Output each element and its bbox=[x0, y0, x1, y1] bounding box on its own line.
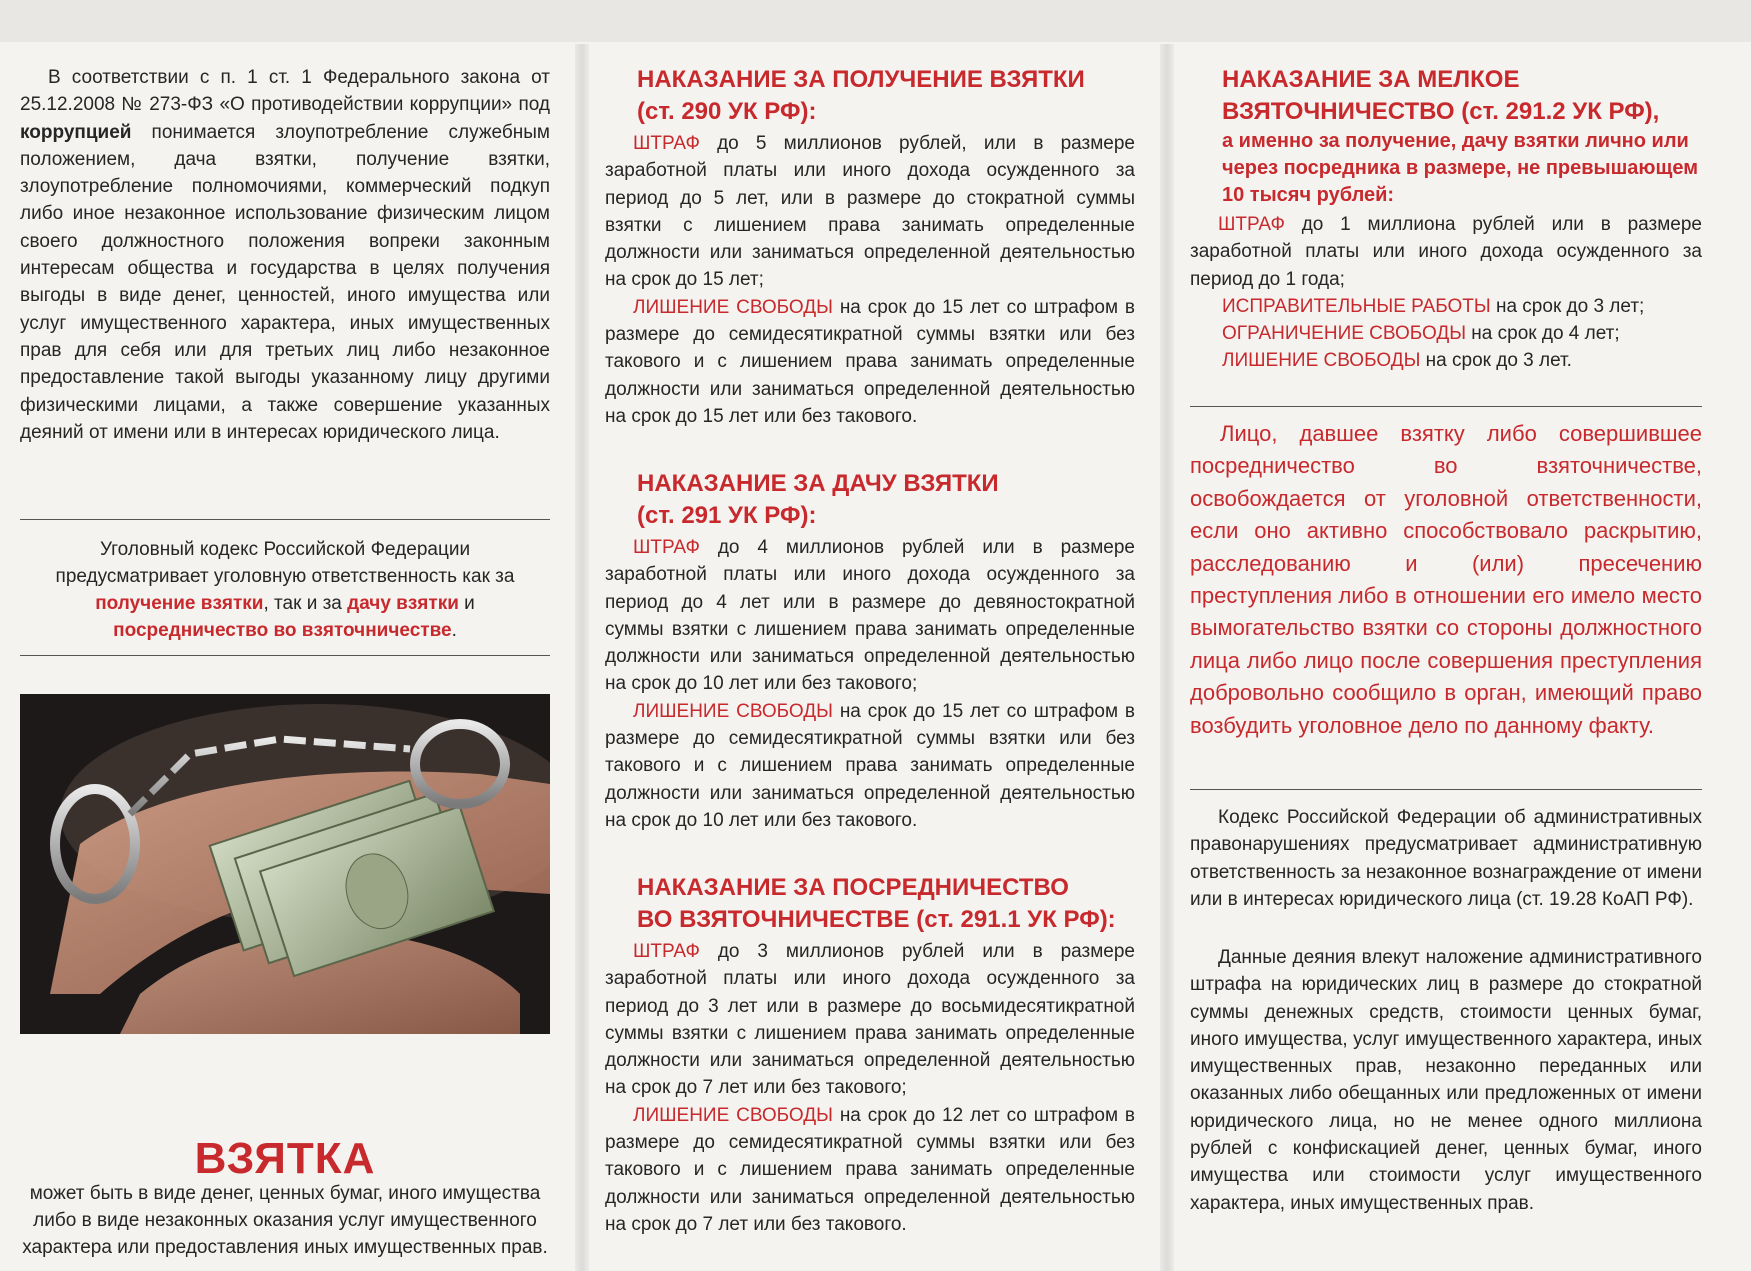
prison-penalty bbox=[605, 1102, 1135, 1238]
correctional-work-penalty bbox=[1190, 293, 1702, 320]
handcuffed-hands-money-photo bbox=[20, 694, 550, 1034]
divider bbox=[20, 655, 550, 656]
prison-text: на срок до 3 лет. bbox=[1420, 349, 1572, 371]
prison-text: на срок до 15 лет со штрафом в размере до семидесятикратной суммы взятки или без такового и с лишением права занимать определенные должности или заниматься определенной деятельностью на срок до 10 лет или без такового. bbox=[605, 700, 1136, 831]
prison-text: на срок до 12 лет со штрафом в размере до семидесятикратной суммы взятки или без такового и с лишением права занимать определенные должности или заниматься определенной деятельностью на срок до 7 лет или без такового. bbox=[605, 1104, 1136, 1235]
fine-penalty bbox=[605, 534, 1135, 698]
corruption-definition bbox=[20, 64, 550, 446]
fine-term: ШТРАФ bbox=[633, 537, 700, 558]
correctional-work-text: на срок до 3 лет; bbox=[1490, 295, 1645, 317]
section-mediation bbox=[605, 872, 1135, 1238]
receiving-bribe-term: получение взятки bbox=[95, 593, 264, 614]
bribe-description: может быть в виде денег, ценных бумаг, иного имущества либо в виде незаконных оказания услуг имущественного характера или предоставления иных имущественных прав. bbox=[22, 1183, 548, 1258]
fine-penalty bbox=[605, 130, 1135, 294]
restriction-term: ОГРАНИЧЕНИЕ СВОБОДЫ bbox=[1222, 322, 1467, 344]
heading-line-2: (ст. 291 УК РФ): bbox=[637, 502, 817, 529]
section-heading bbox=[605, 64, 1135, 128]
heading-line-2: ВО ВЗЯТОЧНИЧЕСТВЕ (ст. 291.1 УК РФ): bbox=[637, 906, 1116, 933]
fine-term: ШТРАФ bbox=[633, 941, 700, 962]
section-heading bbox=[605, 468, 1135, 532]
definition-text-1: В соответствии с п. 1 ст. 1 Федерального закона от 25.12.2008 № 273-ФЗ «О противодействии коррупции» под bbox=[20, 67, 550, 116]
section-receiving-bribe bbox=[605, 64, 1135, 430]
heading-line-2: ВЗЯТОЧНИЧЕСТВО (ст. 291.2 УК РФ), bbox=[1222, 98, 1660, 125]
section-petty-bribery bbox=[1190, 64, 1702, 374]
restriction-text: на срок до 4 лет; bbox=[1466, 322, 1620, 344]
middle-panel bbox=[605, 44, 1135, 1271]
photo-illustration bbox=[20, 694, 550, 1034]
correctional-work-term: ИСПРАВИТЕЛЬНЫЕ РАБОТЫ bbox=[1222, 295, 1491, 317]
giving-bribe-term: дачу взятки bbox=[347, 593, 459, 614]
criminal-code-note bbox=[40, 536, 530, 644]
divider bbox=[1190, 789, 1702, 790]
petty-bribery-condition: а именно за получение, дачу взятки лично или через посредника в размере, не превышающем 10 тысяч рублей: bbox=[1222, 130, 1699, 206]
fold-crease-left bbox=[575, 44, 589, 1271]
section-giving-bribe bbox=[605, 468, 1135, 834]
liability-exemption-callout: Лицо, давшее взятку либо совершившее посредничество во взяточничестве, освобождается от уголовной ответственности, если оно активно способствовало раскрытию, расследованию и (или) пресечению преступления либо в отношении его имело место вымогательство взятки со стороны должностного лица либо лицо после совершения преступления добровольно сообщило в орган, имеющий право возбудить уголовное дело по данному факту. bbox=[1190, 421, 1702, 738]
note-text-1: Уголовный кодекс Российской Федерации предусматривает уголовную ответственность как за bbox=[55, 539, 515, 587]
heading-line-2: (ст. 290 УК РФ): bbox=[637, 98, 817, 125]
heading-line-1: НАКАЗАНИЕ ЗА ПОЛУЧЕНИЕ ВЗЯТКИ bbox=[637, 66, 1085, 93]
prison-penalty bbox=[605, 294, 1135, 430]
prison-penalty bbox=[1190, 347, 1702, 374]
divider bbox=[1190, 406, 1702, 407]
fine-text: до 3 миллионов рублей или в размере заработной платы или иного дохода осужденного за период до 3 лет или в размере до восьмидесятикратной суммы взятки с лишением права занимать определенные должности или заниматься определенной деятельностью на срок до 7 лет или без такового; bbox=[605, 941, 1135, 1099]
note-text-2: , так и за bbox=[263, 593, 348, 614]
prison-penalty bbox=[605, 698, 1135, 834]
fine-term: ШТРАФ bbox=[633, 133, 700, 154]
fine-text: до 1 миллиона рублей или в размере заработной платы или иного дохода осужденного за период до 1 года; bbox=[1190, 214, 1702, 290]
administrative-fine-note: Данные деяния влекут наложение административного штрафа на юридических лиц в размере до стократной суммы денежных средств, стоимости ценных бумаг, иного имущества, услуг имущественного характера, иных имущественных прав, незаконно переданных или оказанных либо обещанных или предложенных от имени юридического лица, но не менее одного миллиона рублей с конфискацией денег, ценных бумаг, иного имущества или стоимости услуг имущественного характера, иных имущественных прав. bbox=[1190, 947, 1702, 1214]
fine-term: ШТРАФ bbox=[1218, 214, 1285, 235]
bribe-title: ВЗЯТКА bbox=[194, 1134, 376, 1183]
heading-line-1: НАКАЗАНИЕ ЗА МЕЛКОЕ bbox=[1222, 66, 1520, 93]
heading-line-1: НАКАЗАНИЕ ЗА ПОСРЕДНИЧЕСТВО bbox=[637, 874, 1069, 901]
prison-term: ЛИШЕНИЕ СВОБОДЫ bbox=[633, 296, 833, 318]
definition-text-2: понимается злоупотребление служебным положением, дача взятки, получение взятки, злоупотребление полномочиями, коммерческий подкуп либо иное незаконное использование физическим лицом своего должностного положения вопреки законным интересам общества и государства в целях получения выгоды в виде денег, ценностей, иного имущества или услуг имущественного характера, иных имущественных прав для себя или для третьих лиц либо незаконное предоставление такой выгоды указанному лицу другими физическими лицами, а также совершение указанных деяний от имени или в интересах юридического лица. bbox=[20, 121, 550, 443]
administrative-code-note: Кодекс Российской Федерации об административных правонарушениях предусматривает административную ответственность за незаконное вознаграждение от имени или в интересах юридического лица (ст. 19.28 КоАП РФ). bbox=[1190, 807, 1702, 910]
section-heading bbox=[605, 872, 1135, 936]
fine-text: до 5 миллионов рублей, или в размере заработной платы или иного дохода осужденного за период до 5 лет, или в размере до стократной суммы взятки с лишением права занимать определенные должности или заниматься определенной деятельностью на срок до 15 лет; bbox=[605, 133, 1135, 291]
prison-term: ЛИШЕНИЕ СВОБОДЫ bbox=[633, 1104, 833, 1126]
prison-term: ЛИШЕНИЕ СВОБОДЫ bbox=[633, 700, 833, 722]
fold-crease-right bbox=[1160, 44, 1174, 1271]
prison-text: на срок до 15 лет со штрафом в размере до семидесятикратной суммы взятки или без такового и с лишением права занимать определенные должности или заниматься определенной деятельностью на срок до 15 лет или без такового. bbox=[605, 296, 1136, 427]
note-text-3: и bbox=[458, 593, 475, 614]
note-text-4: . bbox=[451, 620, 457, 641]
mediation-term: посредничество во взяточничестве bbox=[113, 620, 452, 641]
fine-penalty bbox=[605, 938, 1135, 1102]
corruption-term: коррупцией bbox=[20, 121, 132, 143]
left-panel bbox=[20, 44, 550, 1271]
fine-text: до 4 миллионов рублей или в размере заработной платы или иного дохода осужденного за период до 4 лет или в размере до девяностократной суммы взятки с лишением права занимать определенные должности или заниматься определенной деятельностью на срок до 10 лет или без такового; bbox=[605, 537, 1135, 695]
heading-line-1: НАКАЗАНИЕ ЗА ДАЧУ ВЗЯТКИ bbox=[637, 470, 999, 497]
section-heading bbox=[1190, 64, 1702, 128]
restriction-penalty bbox=[1190, 320, 1702, 347]
right-panel bbox=[1190, 44, 1702, 1271]
divider bbox=[20, 519, 550, 520]
prison-term: ЛИШЕНИЕ СВОБОДЫ bbox=[1222, 349, 1421, 371]
fine-penalty bbox=[1190, 211, 1702, 293]
